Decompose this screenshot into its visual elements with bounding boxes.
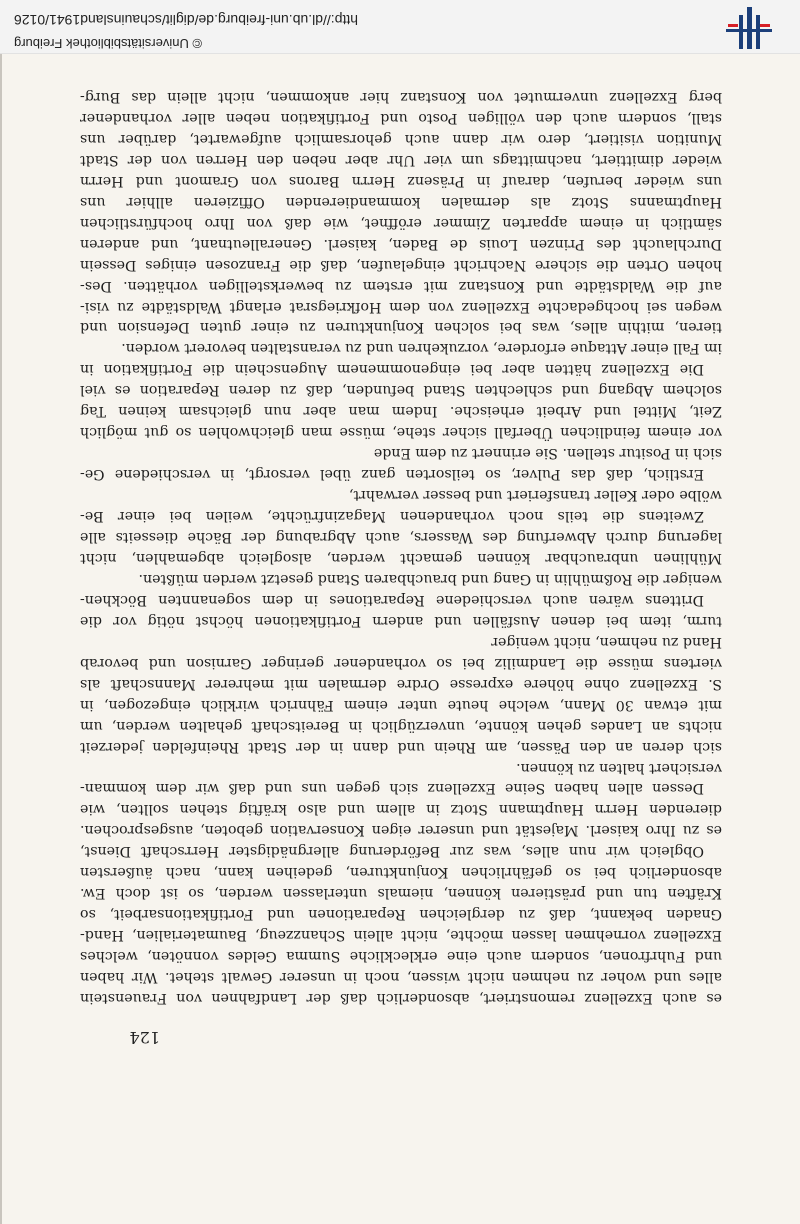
text-line: Zeit, Mittel und Arbeit erheische. Indem man aber nun gleichsam keinen Tag bbox=[80, 403, 722, 420]
institution-credit: © Universitätsbibliothek Freiburg bbox=[14, 36, 203, 51]
text-line: Kräften tun und prästieren können, niemals unterlassen werden, so ist doch Ew. bbox=[80, 885, 722, 902]
text-line: Durchlaucht des Prinzen Louis de Baden, kaiserl. Generalleutnant, und anderen bbox=[80, 235, 722, 252]
document-url[interactable]: http://dl.ub.uni-freiburg.de/diglit/schauinsland1941/0126 bbox=[14, 12, 359, 28]
text-line: berg Exzellenz unvermutet von Konstanz hier ankommen, nicht allein das Burg- bbox=[80, 89, 722, 106]
text-line: im Fall einer Attaque erfordere, vorzukehren und zu veranstalten bevorert worden. bbox=[121, 340, 722, 357]
viewer-header bbox=[0, 0, 800, 54]
text-line: Munition visitiert, dero wir dann auch gehorsamlich aufgewartet, darüber uns bbox=[80, 130, 722, 147]
text-line: und Fuhrfronen, sondern auch eine erkleckliche Summa Geldes vonnöten, welches bbox=[80, 948, 722, 965]
text-line: vor einem feindlichen Überfall sicher stehe, müsse man gleichwohlen so gut möglich bbox=[80, 424, 722, 441]
text-line: uns wieder berufen, darauf in Präsenz Herrn Barons von Gramont und Herrn bbox=[80, 172, 722, 189]
text-line: dierenden Herrn Hauptmann Stotz in allem und also kräftig stehen sollten, wie bbox=[80, 801, 722, 818]
text-line: stall, sondern auch den völligen Posto und Fortifikation neben aller vorhandener bbox=[80, 109, 722, 126]
text-line: versichert halten zu können. bbox=[516, 759, 722, 776]
text-line: wölbe oder Keller transferiert und besser verwahrt, bbox=[348, 487, 722, 504]
text-line: tieren, mithin alles, was bei solchen Konjunkturen zu einer guten Defension und bbox=[80, 319, 722, 336]
text-line: sich in Positur stellen. Sie erinnert zu dem Ende bbox=[373, 445, 722, 462]
text-line: hohen Orten die sichere Nachricht eingelaufen, daß die Franzosen einiges Dessein bbox=[80, 256, 722, 273]
text-line: weniger die Roßmühlin in Gang und brauchbaren Stand gesetzt werden müßten. bbox=[138, 570, 722, 587]
text-line: wieder dimittiert, nachmittags um vier Uhr aber neben den Herren von der Stadt bbox=[80, 151, 722, 168]
text-line: es auch Exzellenz remonstriert, absonderlich daß der Landfahnen von Frauenstein bbox=[80, 990, 722, 1006]
text-line: Exzellenz vornehmen lassen möchte, nicht allein Schanzzeug, Baumaterialien, Hand- bbox=[80, 927, 722, 944]
text-line: viertens müsse die Landmiliz bei so vorhandener geringer Garnison und bevorab bbox=[80, 654, 722, 671]
page-edge bbox=[0, 54, 2, 1224]
page-number: 124 bbox=[129, 1028, 160, 1047]
text-line: Obgleich wir nun alles, was zur Beförderung allergnädigster Herrschaft Dienst, bbox=[80, 843, 704, 860]
text-line: es zu Ihro kaiserl. Majestät und unserer eigen Konservation geboten, ausgesprochen. bbox=[80, 822, 722, 839]
text-line: solchem Abgang und schlechten Stand befunden, daß zu deren Reparation es viel bbox=[80, 382, 722, 399]
text-line: lagerung durch Abwerfung des Wassers, auch Abgrabung der Bäche diesseits alle bbox=[80, 529, 722, 546]
university-logo-icon[interactable] bbox=[726, 7, 772, 49]
text-line: turm, item bei denen Ausfällen und andern Fortifikationen höchst nötig vor die bbox=[80, 612, 722, 629]
text-line: wegen sei hochgedachte Exzellenz von dem Hofkriegsrat erlangt Waldstädte zu visi- bbox=[80, 298, 722, 315]
text-line: Dessen allen haben Seine Exzellenz sich gegen uns und daß wir dem komman- bbox=[80, 780, 704, 797]
text-line: Erstlich, daß das Pulver, so teilsorten ganz übel versorgt, in verschiedene Ge- bbox=[80, 466, 704, 483]
text-line: sämtlich in einem apparten Zimmer eröffnet, wie daß von Ihro hochfürstlichen bbox=[80, 214, 722, 231]
text-line: S. Exzellenz ohne höhere expresse Ordre dermalen mit mehrerer Mannschaft als bbox=[80, 675, 722, 692]
text-line: Mühlinen unbrauchbar können gemacht werden, alsogleich abgemahlen, nicht bbox=[80, 549, 722, 566]
text-line: absonderlich bei so gefährlichen Konjunkturen, gedeihen kann, nach äußersten bbox=[80, 864, 722, 881]
text-line: Zweitens die teils noch vorhandenen Magazinfrüchte, weilen bei einer Be- bbox=[80, 508, 704, 525]
text-line: sich deren an den Pässen, am Rhein und dann in der Stadt Rheinfelden jederzeit bbox=[80, 738, 722, 755]
text-line: mit etwan 30 Mann, welche heute unter einem Fähnrich wirklich eingezogen, in bbox=[80, 696, 722, 713]
text-line: alles und woher zu nehmen nicht wissen, noch in unserer Gewalt stehet. Wir haben bbox=[80, 969, 722, 986]
text-line: Drittens wären auch verschiedene Reparationes in dem sogenannten Böckhen- bbox=[80, 591, 704, 608]
text-line: Hand zu nehmen, nicht weniger bbox=[491, 633, 722, 650]
text-line: Gnaden bekannt, daß zu dergleichen Reparationen und Fortifikationsarbeit, so bbox=[80, 906, 722, 923]
page-body-text bbox=[80, 86, 722, 1008]
text-line: nichts an Landes gehen könnte, unverzüglich in Bereitschaft gehalten werden, um bbox=[80, 717, 722, 734]
text-line: Hauptmanns Stotz als dermalen kommandierenden Offizieren allhier uns bbox=[80, 193, 722, 210]
text-line: auf die Waldstädte und Konstanz mit erstem zu bewerkstelligen vorhätten. Des- bbox=[80, 277, 722, 294]
text-line: Die Exzellenz hätten aber bei eingenommenem Augenschein die Fortifikation in bbox=[80, 361, 704, 378]
scanned-page bbox=[0, 54, 800, 1224]
